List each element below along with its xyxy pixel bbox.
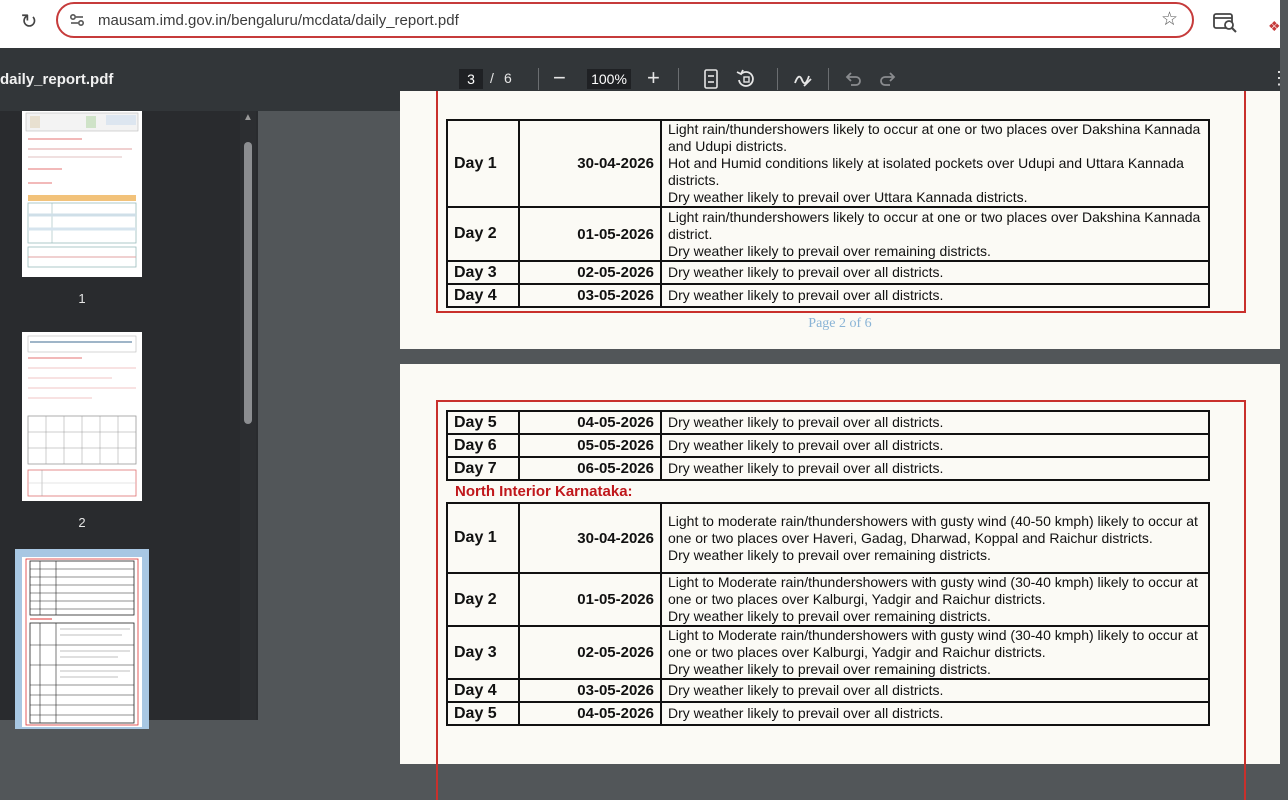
forecast-table-north-interior xyxy=(446,502,1210,726)
table-row xyxy=(447,626,1209,679)
day-cell: Day 2 xyxy=(447,207,519,261)
table-row xyxy=(447,284,1209,307)
date-cell: 06-05-2026 xyxy=(519,457,661,480)
day-cell: Day 1 xyxy=(447,503,519,573)
date-cell: 30-04-2026 xyxy=(519,120,661,207)
table-row xyxy=(447,207,1209,261)
table-row xyxy=(447,457,1209,480)
table-row xyxy=(447,120,1209,207)
forecast-text: Dry weather likely to prevail over all districts. xyxy=(661,261,1209,284)
scroll-up-arrow-icon[interactable]: ▲ xyxy=(243,112,253,123)
day-cell: Day 3 xyxy=(447,626,519,679)
date-cell: 01-05-2026 xyxy=(519,207,661,261)
forecast-table-south-coastal xyxy=(446,410,1210,481)
document-title: daily_report.pdf xyxy=(0,71,114,88)
date-cell: 05-05-2026 xyxy=(519,434,661,457)
page-thumbnail-1[interactable] xyxy=(22,111,142,277)
date-cell: 04-05-2026 xyxy=(519,411,661,434)
thumbnail-sidebar xyxy=(0,111,258,720)
forecast-text: Light rain/thundershowers likely to occur at one or two places over Dakshina Kannada and Udupi districts. Hot and Humid conditions likely at isolated pockets over Udupi and Uttara Kannada districts. Dry weather likely to prevail over Uttara Kannada districts. xyxy=(661,120,1209,207)
thumbnail-label: 1 xyxy=(78,291,86,306)
browser-toolbar xyxy=(0,0,1280,48)
day-cell: Day 7 xyxy=(447,457,519,480)
thumbnail-2-preview xyxy=(22,332,142,501)
reload-icon[interactable]: ↻ xyxy=(20,11,38,33)
page-footer: Page 2 of 6 xyxy=(808,316,872,331)
more-options-icon[interactable]: ⋮ xyxy=(1270,68,1288,88)
site-info-icon[interactable] xyxy=(68,11,86,29)
day-cell: Day 5 xyxy=(447,702,519,725)
pdf-viewer[interactable] xyxy=(258,111,1280,720)
annotate-icon[interactable] xyxy=(792,68,814,90)
page-thumbnail-2[interactable] xyxy=(22,332,142,501)
toolbar-divider xyxy=(777,68,778,90)
table-row xyxy=(447,679,1209,702)
forecast-text: Light to Moderate rain/thundershowers with gusty wind (30-40 kmph) likely to occur at one or two places over Kalburgi, Yadgir and Raichur districts. Dry weather likely to prevail over remaining districts. xyxy=(661,573,1209,626)
zoom-level-input[interactable]: 100% xyxy=(587,69,631,89)
fit-page-icon[interactable] xyxy=(700,68,722,90)
rotate-icon[interactable] xyxy=(735,68,757,90)
toolbar-divider xyxy=(828,68,829,90)
table-row xyxy=(447,411,1209,434)
table-row xyxy=(447,573,1209,626)
day-cell: Day 5 xyxy=(447,411,519,434)
page-separator: / xyxy=(490,70,494,86)
forecast-text: Dry weather likely to prevail over all districts. xyxy=(661,679,1209,702)
table-row xyxy=(447,434,1209,457)
date-cell: 03-05-2026 xyxy=(519,679,661,702)
forecast-table xyxy=(446,119,1210,308)
toolbar-divider xyxy=(678,68,679,90)
day-cell: Day 4 xyxy=(447,679,519,702)
pdf-page-3 xyxy=(400,364,1280,764)
table-row xyxy=(447,261,1209,284)
thumbnail-3-preview xyxy=(22,557,142,727)
forecast-text: Dry weather likely to prevail over all districts. xyxy=(661,434,1209,457)
pdf-page-2 xyxy=(400,91,1280,349)
day-cell: Day 6 xyxy=(447,434,519,457)
table-row xyxy=(447,702,1209,725)
forecast-text: Dry weather likely to prevail over all districts. xyxy=(661,284,1209,307)
extension-icon[interactable]: ❖ xyxy=(1268,18,1281,34)
url-text[interactable]: mausam.imd.gov.in/bengaluru/mcdata/daily_report.pdf xyxy=(98,12,459,29)
address-bar[interactable] xyxy=(56,2,1194,38)
toolbar-divider xyxy=(538,68,539,90)
day-cell: Day 4 xyxy=(447,284,519,307)
forecast-text: Light to Moderate rain/thundershowers with gusty wind (30-40 kmph) likely to occur at one or two places over Kalburgi, Yadgir and Raichur districts. Dry weather likely to prevail over remaining districts. xyxy=(661,626,1209,679)
forecast-text: Light rain/thundershowers likely to occur at one or two places over Dakshina Kannada district. Dry weather likely to prevail over remaining districts. xyxy=(661,207,1209,261)
forecast-text: Light to moderate rain/thundershowers with gusty wind (40-50 kmph) likely to occur at one or two places over Haveri, Gadag, Dharwad, Koppal and Raichur districts. Dry weather likely to prevail over remaining districts. xyxy=(661,503,1209,573)
day-cell: Day 3 xyxy=(447,261,519,284)
sidebar-scrollbar-thumb[interactable] xyxy=(244,142,252,424)
thumbnail-1-preview xyxy=(22,111,142,277)
forecast-text: Dry weather likely to prevail over all districts. xyxy=(661,411,1209,434)
page-total: 6 xyxy=(504,70,512,86)
thumbnail-label: 2 xyxy=(78,515,86,530)
date-cell: 02-05-2026 xyxy=(519,261,661,284)
tab-search-icon[interactable] xyxy=(1212,10,1238,34)
zoom-out-icon[interactable]: − xyxy=(553,65,566,90)
page-thumbnail-3[interactable] xyxy=(22,557,142,727)
undo-icon[interactable] xyxy=(842,68,864,90)
forecast-text: Dry weather likely to prevail over all districts. xyxy=(661,702,1209,725)
zoom-in-icon[interactable]: + xyxy=(647,65,660,90)
date-cell: 03-05-2026 xyxy=(519,284,661,307)
forecast-text: Dry weather likely to prevail over all districts. xyxy=(661,457,1209,480)
date-cell: 30-04-2026 xyxy=(519,503,661,573)
bookmark-star-icon[interactable]: ☆ xyxy=(1160,9,1178,30)
date-cell: 01-05-2026 xyxy=(519,573,661,626)
date-cell: 04-05-2026 xyxy=(519,702,661,725)
region-heading: North Interior Karnataka: xyxy=(455,483,633,500)
table-row xyxy=(447,503,1209,573)
date-cell: 02-05-2026 xyxy=(519,626,661,679)
day-cell: Day 2 xyxy=(447,573,519,626)
page-number-input[interactable]: 3 xyxy=(459,69,483,89)
day-cell: Day 1 xyxy=(447,120,519,207)
redo-icon[interactable] xyxy=(877,68,899,90)
